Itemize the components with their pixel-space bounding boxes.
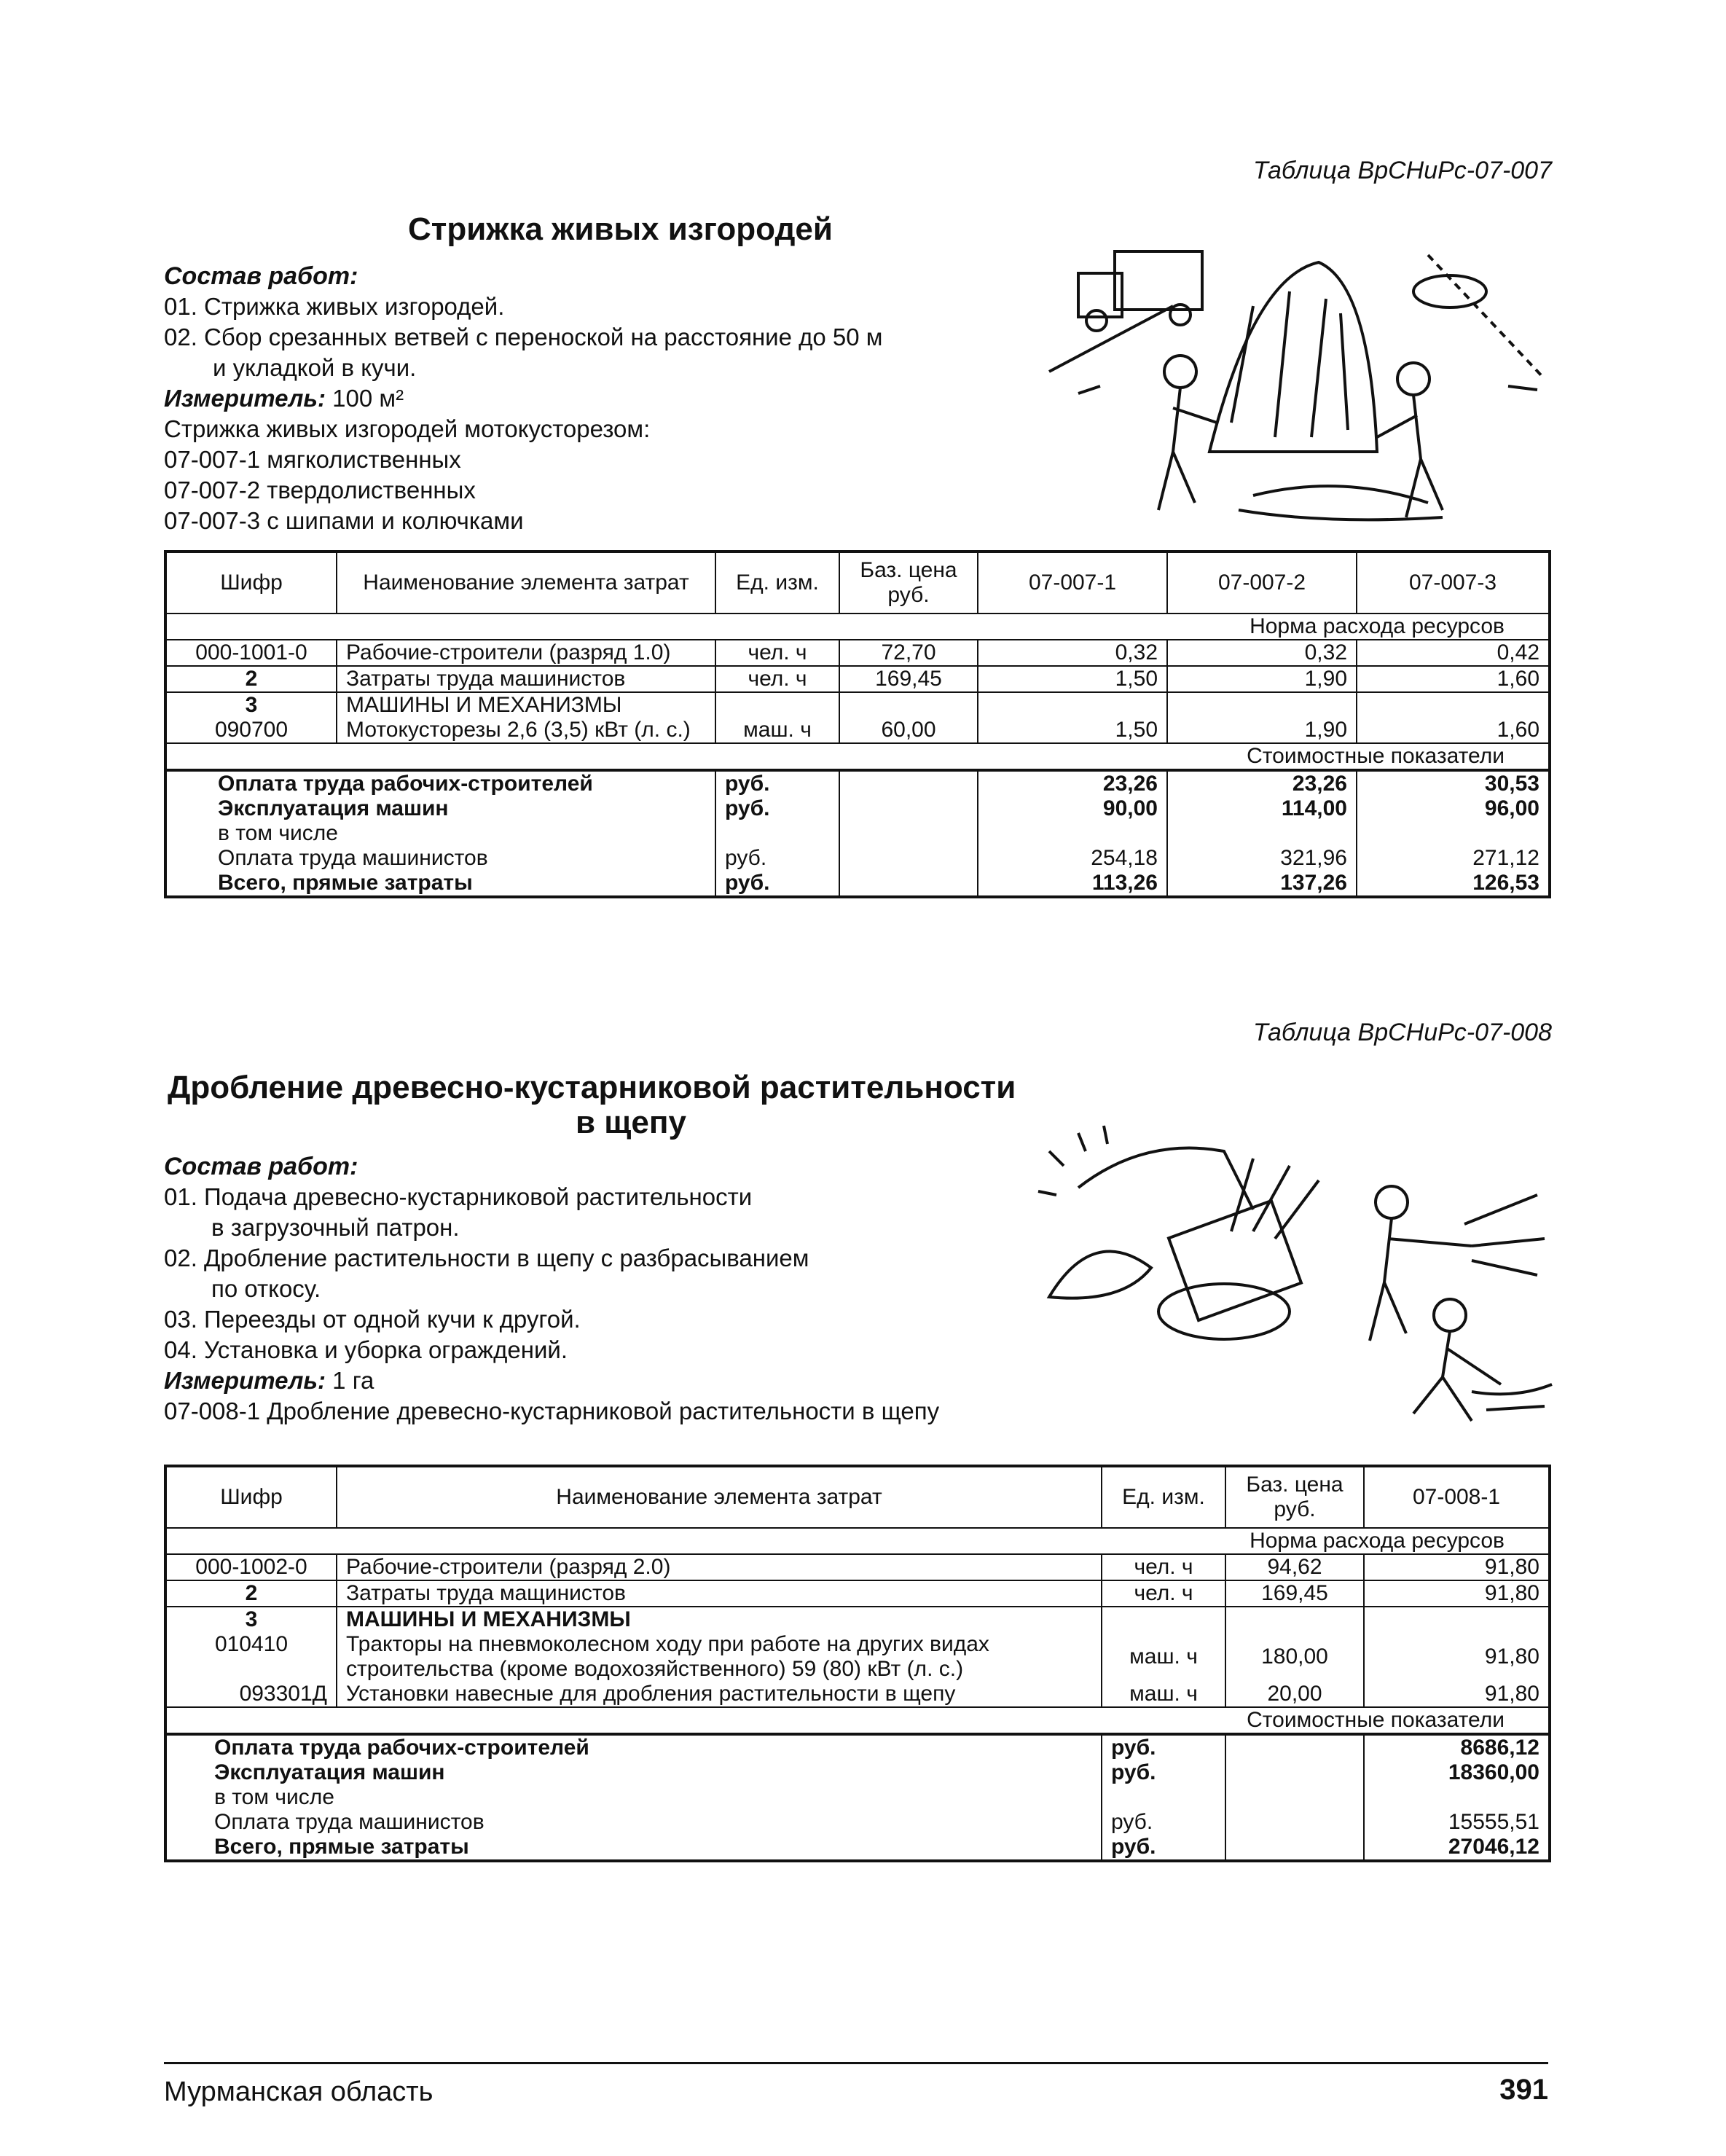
cell-value: 1,90 xyxy=(1167,666,1357,692)
measure-label: Измеритель: xyxy=(164,385,326,412)
variant-item: 07-007-3 с шипами и колючками xyxy=(164,507,524,534)
norm-label-row xyxy=(165,614,1550,640)
cost-value: 321,96 xyxy=(1167,846,1357,871)
cost-row xyxy=(165,1760,1550,1785)
cell-name: Рабочие-строители (разряд 2.0) xyxy=(337,1554,1102,1580)
cost-name: в том числе xyxy=(165,1785,1102,1810)
table-row xyxy=(165,718,1550,743)
cost-value: 15555,51 xyxy=(1364,1810,1550,1835)
cell-name: Затраты труда мащинистов xyxy=(337,1580,1102,1607)
cost-value: 113,26 xyxy=(978,871,1167,897)
section-title-2-cont: в щепу xyxy=(576,1105,686,1140)
cell-name: Рабочие-строители (разряд 1.0) xyxy=(337,640,715,666)
cost-value: 8686,12 xyxy=(1364,1734,1550,1760)
table-row xyxy=(165,1580,1550,1607)
table-row xyxy=(165,666,1550,692)
col-header-unit: Ед. изм. xyxy=(715,552,839,614)
cost-row xyxy=(165,796,1550,821)
variant-item: 07-008-1 Дробление древесно-кустарниковой растительности в щепу xyxy=(164,1398,940,1424)
cell-value: 91,80 xyxy=(1364,1580,1550,1607)
cell-code: 000-1002-0 xyxy=(165,1554,337,1580)
variants-intro: Стрижка живых изгородей мотокусторезом: xyxy=(164,415,651,442)
section-title-2: Дробление древесно-кустарниковой растительности xyxy=(168,1070,1016,1105)
footer-divider xyxy=(164,2062,1548,2064)
col-header-code: Шифр xyxy=(165,1466,337,1528)
cell-price: 169,45 xyxy=(1225,1580,1364,1607)
cell-name: Затраты труда машинистов xyxy=(337,666,715,692)
cell-value: 1,50 xyxy=(978,718,1167,743)
cost-label-row xyxy=(165,1707,1550,1734)
cost-value: 114,00 xyxy=(1167,796,1357,821)
cost-label: Стоимостные показатели xyxy=(165,1707,1550,1734)
cell-price: 169,45 xyxy=(839,666,978,692)
footer-region: Мурманская область xyxy=(164,2077,434,2107)
cell-unit: чел. ч xyxy=(1102,1554,1225,1580)
col-header-name: Наименование элемента затрат xyxy=(337,552,715,614)
cost-row xyxy=(165,770,1550,796)
cell-price: 180,00 xyxy=(1225,1632,1364,1682)
cell-code: 010410 xyxy=(165,1632,337,1682)
composition-item: 03. Переезды от одной кучи к другой. xyxy=(164,1306,581,1333)
cost-name: в том числе xyxy=(165,821,715,846)
cell-unit: чел. ч xyxy=(715,666,839,692)
cell-value: 1,90 xyxy=(1167,718,1357,743)
cost-row xyxy=(165,1835,1550,1861)
cell-value: 91,80 xyxy=(1364,1632,1550,1682)
cell-value: 0,32 xyxy=(1167,640,1357,666)
cost-unit: руб. xyxy=(1102,1760,1225,1785)
table-row xyxy=(165,1632,1550,1682)
cost-value: 254,18 xyxy=(978,846,1167,871)
cost-table-1 xyxy=(164,550,1551,898)
cell-value: 1,50 xyxy=(978,666,1167,692)
wood-chipper-illustration xyxy=(1035,1122,1559,1435)
cell-name xyxy=(337,1632,1102,1682)
cell-unit: чел. ч xyxy=(715,640,839,666)
cost-name: Всего, прямые затраты xyxy=(165,1835,1102,1861)
composition-item: 02. Сбор срезанных ветвей с переноской на расстояние до 50 м xyxy=(164,324,883,350)
cell-name-line: Тракторы на пневмоколесном ходу при работе на других видах xyxy=(346,1632,989,1656)
composition-item: 01. Стрижка живых изгородей. xyxy=(164,293,505,320)
cost-value: 18360,00 xyxy=(1364,1760,1550,1785)
cell-price: 94,62 xyxy=(1225,1554,1364,1580)
cost-row xyxy=(165,1734,1550,1760)
cell-name: МАШИНЫ И МЕХАНИЗМЫ xyxy=(337,1607,1102,1632)
cell-name-line: строительства (кроме водохозяйственного) 59 (80) кВт (л. с.) xyxy=(346,1657,964,1681)
cost-label-row xyxy=(165,743,1550,770)
cost-unit: руб. xyxy=(1102,1734,1225,1760)
cell-unit: маш. ч xyxy=(1102,1632,1225,1682)
composition-item: 04. Установка и уборка ограждений. xyxy=(164,1336,568,1363)
variant-item: 07-007-2 твердолиственных xyxy=(164,477,476,503)
cell-name: Установки навесные для дробления растительности в щепу xyxy=(337,1682,1102,1707)
norm-label-row xyxy=(165,1528,1550,1554)
table-caption-2: Таблица ВрСНиРс-07-008 xyxy=(1252,1019,1552,1046)
measure-1 xyxy=(164,385,404,412)
cell-code: 3 xyxy=(165,692,337,718)
col-header-price: Баз. цена руб. xyxy=(839,552,978,614)
cost-label: Стоимостные показатели xyxy=(165,743,1550,770)
composition-item: и укладкой в кучи. xyxy=(213,354,417,381)
cost-name: Всего, прямые затраты xyxy=(165,871,715,897)
cell-value: 91,80 xyxy=(1364,1682,1550,1707)
table-caption-1: Таблица ВрСНиРс-07-007 xyxy=(1252,157,1552,184)
cost-name: Эксплуатация машин xyxy=(165,796,715,821)
col-header-variant: 07-008-1 xyxy=(1364,1466,1550,1528)
table-row xyxy=(165,692,1550,718)
cell-name: МАШИНЫ И МЕХАНИЗМЫ xyxy=(337,692,715,718)
composition-item: в загрузочный патрон. xyxy=(211,1214,460,1241)
variant-item: 07-007-1 мягколиственных xyxy=(164,446,461,473)
col-header-price: Баз. цена руб. xyxy=(1225,1466,1364,1528)
cell-code: 3 xyxy=(165,1607,337,1632)
composition-item: по откосу. xyxy=(211,1275,321,1302)
cell-value: 1,60 xyxy=(1357,718,1550,743)
cost-value: 137,26 xyxy=(1167,871,1357,897)
cell-unit: чел. ч xyxy=(1102,1580,1225,1607)
cost-row xyxy=(165,821,1550,846)
cost-row xyxy=(165,1785,1550,1810)
cell-code: 000-1001-0 xyxy=(165,640,337,666)
cost-unit: руб. xyxy=(1102,1810,1225,1835)
composition-item: 01. Подача древесно-кустарниковой растительности xyxy=(164,1183,753,1210)
norm-label: Норма расхода ресурсов xyxy=(165,614,1550,640)
cell-value: 1,60 xyxy=(1357,666,1550,692)
hedge-trimming-illustration xyxy=(1035,233,1559,539)
cost-value: 96,00 xyxy=(1357,796,1550,821)
measure-value: 100 м² xyxy=(332,385,404,412)
cost-value: 126,53 xyxy=(1357,871,1550,897)
cost-value: 30,53 xyxy=(1357,770,1550,796)
table-row xyxy=(165,1607,1550,1632)
cost-unit: руб. xyxy=(715,846,839,871)
cell-code: 090700 xyxy=(165,718,337,743)
table-row xyxy=(165,640,1550,666)
cost-unit: руб. xyxy=(715,871,839,897)
cost-row xyxy=(165,1810,1550,1835)
table-row xyxy=(165,1682,1550,1707)
cost-unit: руб. xyxy=(1102,1835,1225,1861)
cell-value: 0,42 xyxy=(1357,640,1550,666)
col-header-code: Шифр xyxy=(165,552,337,614)
cost-value: 271,12 xyxy=(1357,846,1550,871)
cost-value: 27046,12 xyxy=(1364,1835,1550,1861)
page-number: 391 xyxy=(1499,2074,1548,2106)
composition-item: 02. Дробление растительности в щепу с разбрасыванием xyxy=(164,1244,809,1271)
col-header-variant: 07-007-1 xyxy=(978,552,1167,614)
col-header-variant: 07-007-2 xyxy=(1167,552,1357,614)
cell-value: 91,80 xyxy=(1364,1554,1550,1580)
cell-unit: маш. ч xyxy=(715,718,839,743)
table-row xyxy=(165,1554,1550,1580)
section-title-1: Стрижка живых изгородей xyxy=(408,211,833,247)
col-header-variant: 07-007-3 xyxy=(1357,552,1550,614)
cost-value: 23,26 xyxy=(1167,770,1357,796)
measure-2 xyxy=(164,1367,374,1395)
cost-name: Оплата труда машинистов xyxy=(165,1810,1102,1835)
cell-price: 60,00 xyxy=(839,718,978,743)
table-header-row xyxy=(165,552,1550,614)
cell-unit: маш. ч xyxy=(1102,1682,1225,1707)
cell-value: 0,32 xyxy=(978,640,1167,666)
cost-row xyxy=(165,871,1550,897)
cost-name: Оплата труда рабочих-строителей xyxy=(165,770,715,796)
cost-name: Эксплуатация машин xyxy=(165,1760,1102,1785)
cost-unit: руб. xyxy=(715,796,839,821)
cell-price: 72,70 xyxy=(839,640,978,666)
measure-value: 1 га xyxy=(332,1367,374,1394)
col-header-name: Наименование элемента затрат xyxy=(337,1466,1102,1528)
col-header-unit: Ед. изм. xyxy=(1102,1466,1225,1528)
composition-label-1: Состав работ: xyxy=(164,262,358,290)
cost-value: 90,00 xyxy=(978,796,1167,821)
cell-code: 2 xyxy=(165,1580,337,1607)
norm-label: Норма расхода ресурсов xyxy=(165,1528,1550,1554)
cell-code: 093301Д xyxy=(165,1682,337,1707)
cost-name: Оплата труда машинистов xyxy=(165,846,715,871)
cell-name: Мотокусторезы 2,6 (3,5) кВт (л. с.) xyxy=(337,718,715,743)
composition-label-2: Состав работ: xyxy=(164,1153,358,1180)
cost-unit: руб. xyxy=(715,770,839,796)
cost-value: 23,26 xyxy=(978,770,1167,796)
cost-row xyxy=(165,846,1550,871)
cell-code: 2 xyxy=(165,666,337,692)
table-header-row xyxy=(165,1466,1550,1528)
cell-price: 20,00 xyxy=(1225,1682,1364,1707)
cost-name: Оплата труда рабочих-строителей xyxy=(165,1734,1102,1760)
cost-table-2 xyxy=(164,1465,1551,1862)
measure-label: Измеритель: xyxy=(164,1367,326,1394)
